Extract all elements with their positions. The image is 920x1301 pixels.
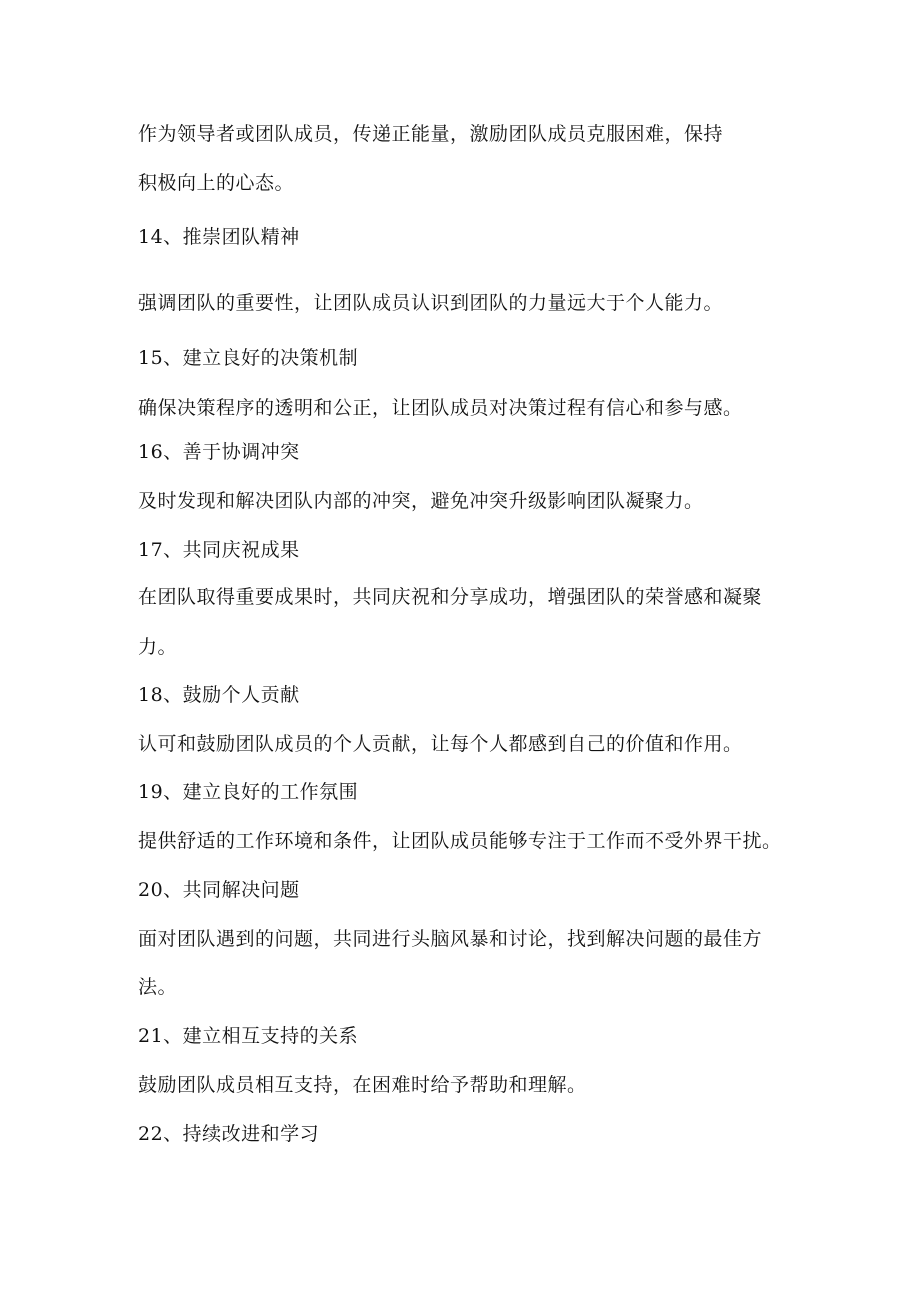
section-heading-20: 20、共同解决问题: [138, 879, 300, 901]
section-heading-15: 15、建立良好的决策机制: [138, 347, 359, 369]
paragraph-text: 作为领导者或团队成员，传递正能量，激励团队成员克服困难，保持: [138, 123, 724, 145]
paragraph-text: 积极向上的心态。: [138, 172, 295, 194]
paragraph-text: 提供舒适的工作环境和条件，让团队成员能够专注于工作而不受外界干扰。: [138, 830, 782, 852]
paragraph-text: 力。: [138, 636, 178, 658]
section-heading-22: 22、持续改进和学习: [138, 1123, 320, 1145]
section-heading-17: 17、共同庆祝成果: [138, 539, 300, 561]
section-heading-19: 19、建立良好的工作氛围: [138, 781, 359, 803]
paragraph-text: 鼓励团队成员相互支持，在困难时给予帮助和理解。: [138, 1074, 587, 1096]
paragraph-text: 强调团队的重要性，让团队成员认识到团队的力量远大于个人能力。: [138, 292, 724, 314]
paragraph-text: 认可和鼓励团队成员的个人贡献，让每个人都感到自己的价值和作用。: [138, 733, 743, 755]
paragraph-text: 确保决策程序的透明和公正，让团队成员对决策过程有信心和参与感。: [138, 397, 743, 419]
section-heading-16: 16、善于协调冲突: [138, 441, 300, 463]
section-heading-14: 14、推崇团队精神: [138, 226, 300, 248]
paragraph-text: 面对团队遇到的问题，共同进行头脑风暴和讨论，找到解决问题的最佳方: [138, 928, 763, 950]
paragraph-text: 法。: [138, 976, 178, 998]
paragraph-text: 在团队取得重要成果时，共同庆祝和分享成功，增强团队的荣誉感和凝聚: [138, 586, 763, 608]
paragraph-text: 及时发现和解决团队内部的冲突，避免冲突升级影响团队凝聚力。: [138, 490, 704, 512]
section-heading-21: 21、建立相互支持的关系: [138, 1025, 359, 1047]
section-heading-18: 18、鼓励个人贡献: [138, 684, 300, 706]
